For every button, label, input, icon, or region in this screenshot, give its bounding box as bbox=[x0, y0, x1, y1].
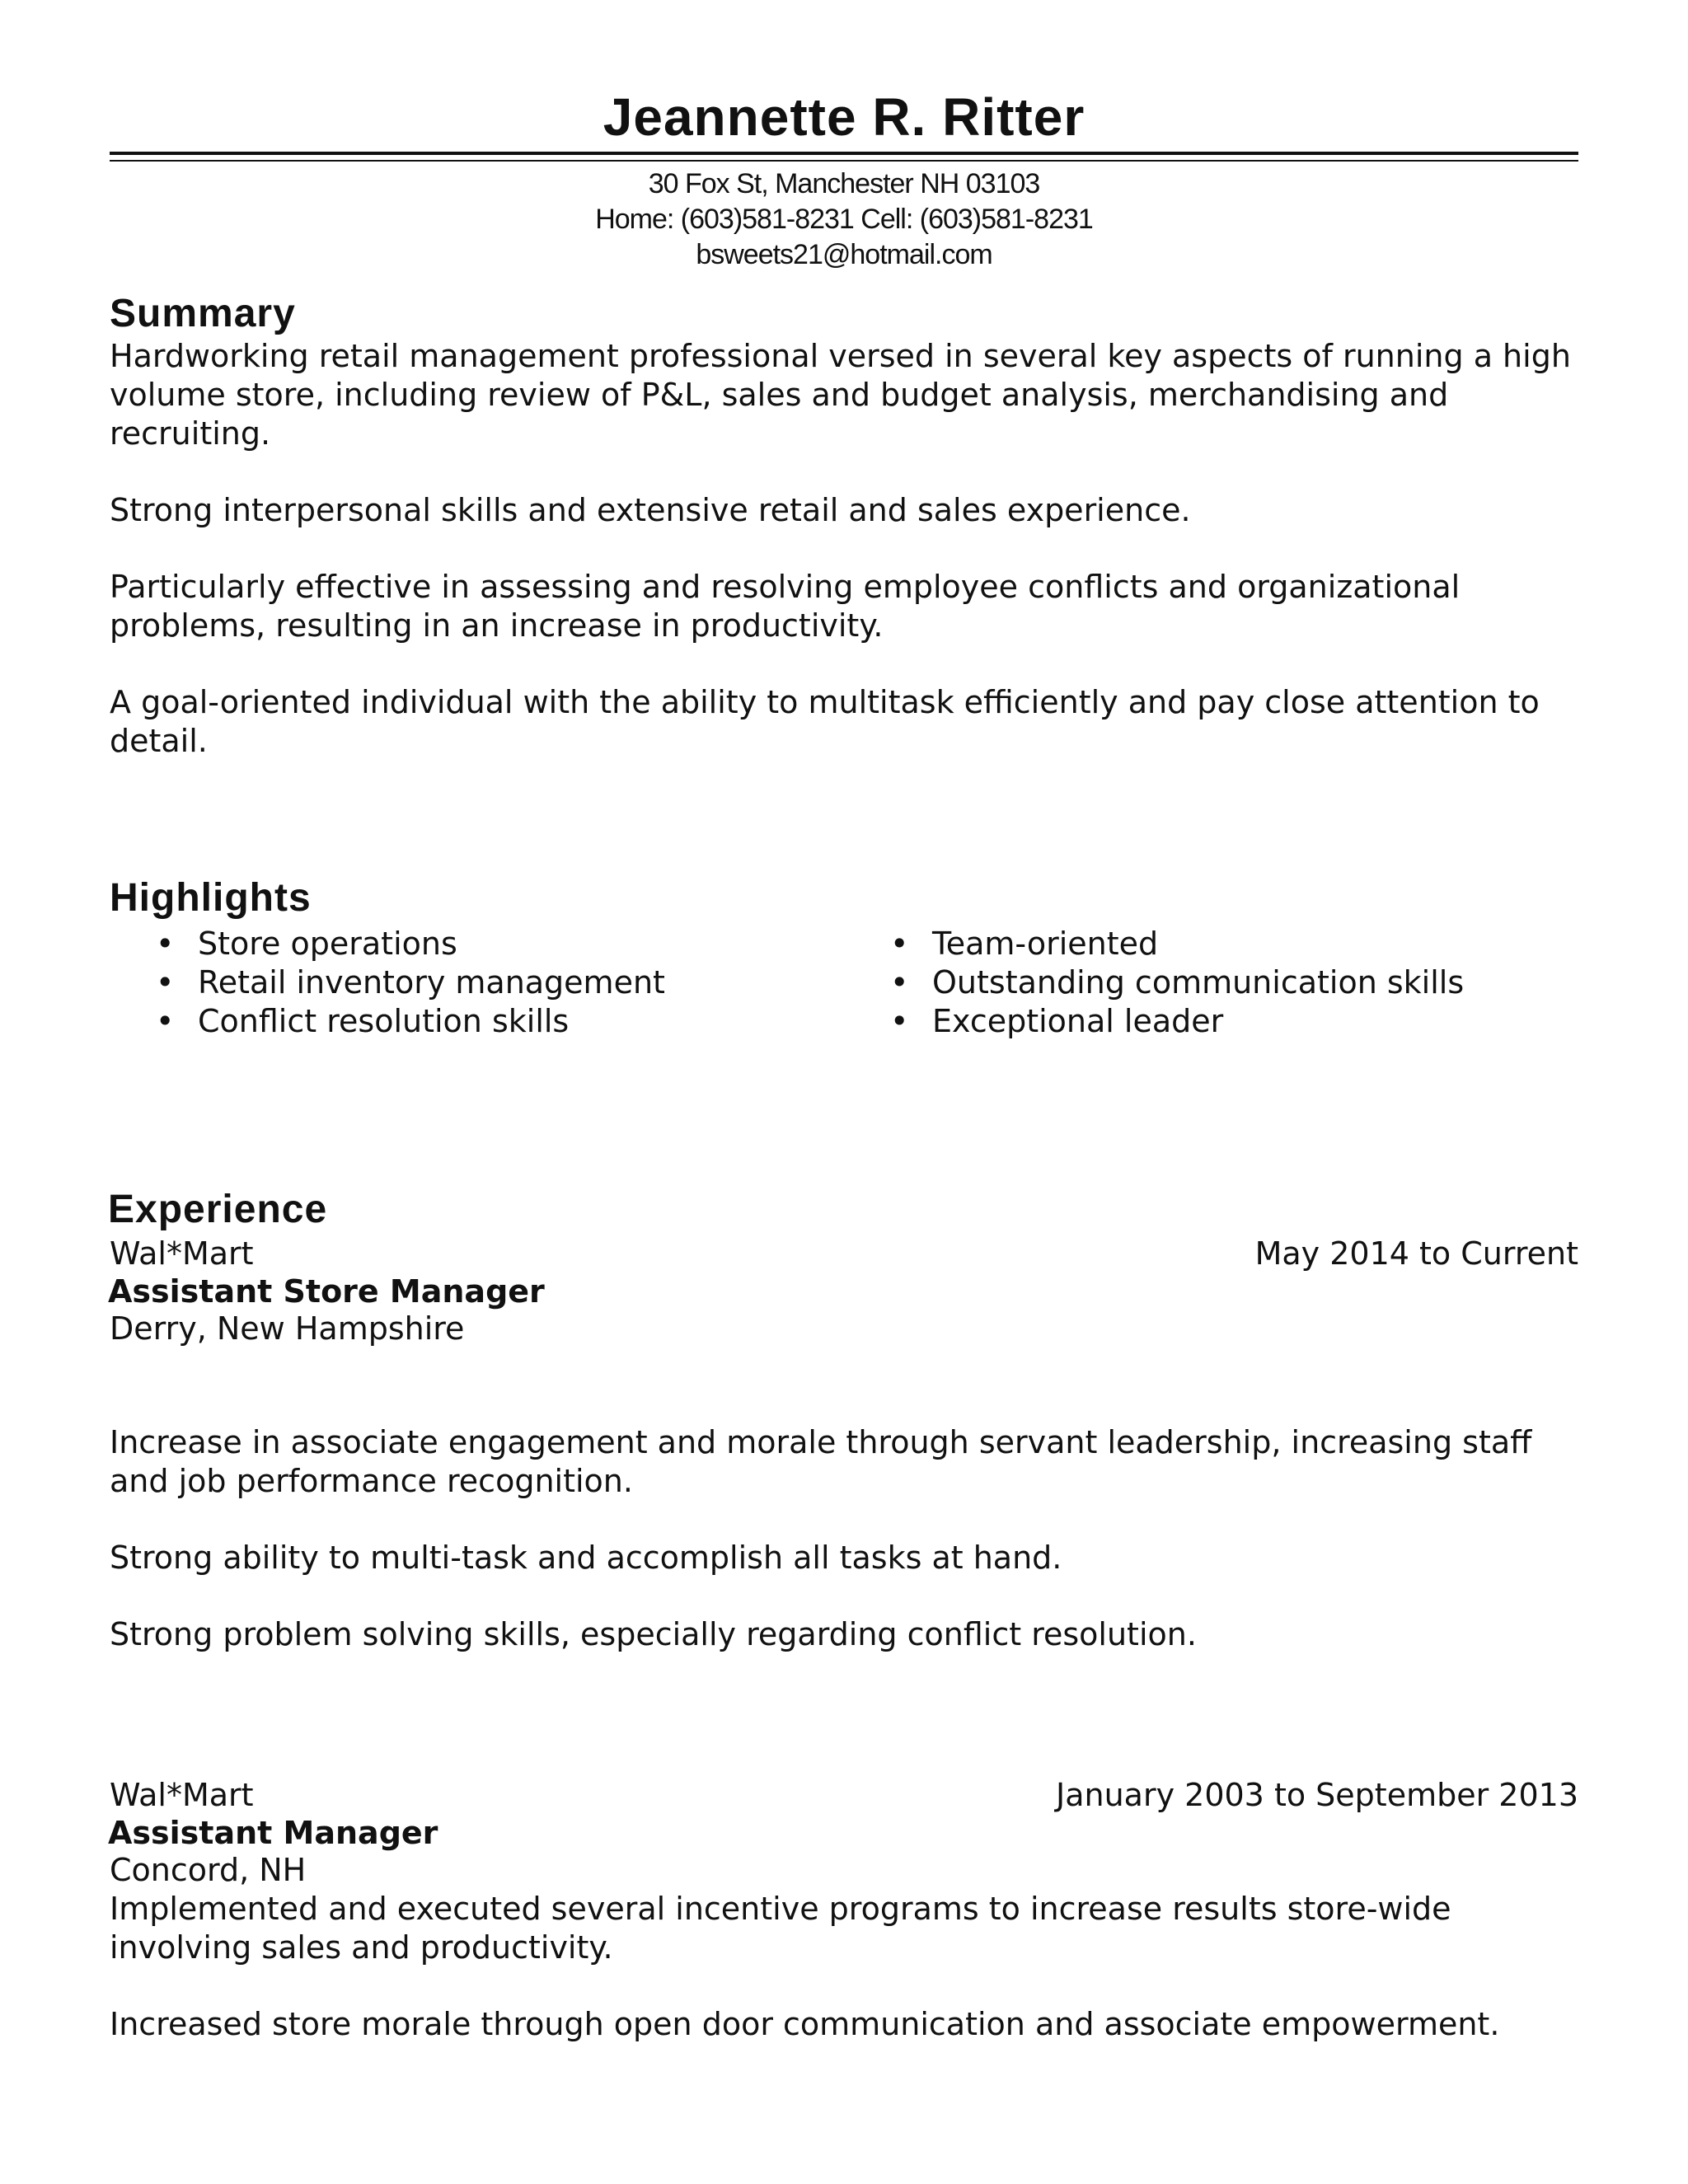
contact-phones: Home: (603)581-8231 Cell: (603)581-8231 bbox=[595, 204, 1093, 235]
job-paragraph: Strong ability to multi-task and accomplish all tasks at hand. bbox=[110, 1540, 1062, 1576]
summary-paragraph: Particularly effective in assessing and resolving employee conflicts and organizational problems, resulting in an increase in productivity. bbox=[110, 569, 1461, 644]
header-rule-thick bbox=[110, 152, 1578, 155]
job-paragraph: Increase in associate engagement and morale through servant leadership, increasing staff and job performance recognition. bbox=[110, 1424, 1532, 1499]
bullet-icon: • bbox=[890, 964, 909, 1001]
candidate-name: Jeannette R. Ritter bbox=[603, 87, 1085, 147]
bullet-icon: • bbox=[156, 1003, 175, 1039]
summary-heading: Summary bbox=[110, 292, 296, 335]
job-company: Wal*Mart bbox=[110, 1777, 254, 1813]
job-dates: May 2014 to Current bbox=[1254, 1235, 1578, 1272]
summary-paragraph: Strong interpersonal skills and extensive retail and sales experience. bbox=[110, 492, 1191, 528]
job-dates: January 2003 to September 2013 bbox=[1056, 1777, 1578, 1813]
highlight-item: • Retail inventory management bbox=[156, 964, 665, 1001]
job-paragraph: Increased store morale through open door communication and associate empowerment. bbox=[110, 2006, 1500, 2042]
highlights-heading: Highlights bbox=[110, 876, 312, 920]
experience-heading: Experience bbox=[108, 1188, 328, 1231]
job-position: Assistant Manager bbox=[108, 1815, 438, 1851]
job-paragraph: Implemented and executed several incentive programs to increase results store-wide involving sales and productivity. bbox=[110, 1891, 1451, 1966]
experience-section bbox=[110, 1185, 1578, 2044]
highlight-item: • Conflict resolution skills bbox=[156, 1003, 570, 1039]
summary-section bbox=[110, 289, 1578, 761]
contact-email: bsweets21@hotmail.com bbox=[696, 239, 992, 270]
highlights-list bbox=[110, 925, 1578, 1041]
job-location: Derry, New Hampshire bbox=[110, 1310, 465, 1347]
highlight-item: • Store operations bbox=[156, 926, 457, 962]
summary-paragraph: A goal-oriented individual with the ability to multitask efficiently and pay close attention to detail. bbox=[110, 684, 1540, 759]
bullet-icon: • bbox=[156, 964, 175, 1001]
bullet-icon: • bbox=[890, 1003, 909, 1039]
resume-page bbox=[110, 82, 1578, 2044]
job-position: Assistant Store Manager bbox=[108, 1273, 545, 1310]
summary-paragraph: Hardworking retail management professional versed in several key aspects of running a high volume store, including review of P&L, sales and budget analysis, merchandising and recruiting. bbox=[110, 338, 1571, 452]
job-paragraph: Strong problem solving skills, especially regarding conflict resolution. bbox=[110, 1616, 1197, 1652]
highlights-right-column bbox=[844, 925, 1578, 1041]
header-rule-thin bbox=[110, 160, 1578, 162]
job-location: Concord, NH bbox=[110, 1852, 307, 1888]
contact-block bbox=[110, 166, 1578, 273]
job-entry bbox=[110, 1776, 1578, 2044]
job-entry bbox=[110, 1235, 1578, 1654]
highlight-item: • Exceptional leader bbox=[890, 1003, 1224, 1039]
highlight-item: • Outstanding communication skills bbox=[890, 964, 1465, 1001]
job-header bbox=[110, 1776, 1578, 1815]
highlight-item: • Team-oriented bbox=[890, 926, 1159, 962]
job-company: Wal*Mart bbox=[110, 1235, 254, 1272]
bullet-icon: • bbox=[156, 926, 175, 962]
resume-header bbox=[110, 82, 1578, 273]
highlights-section bbox=[110, 874, 1578, 1041]
bullet-icon: • bbox=[890, 926, 909, 962]
highlights-left-column bbox=[110, 925, 844, 1041]
contact-address: 30 Fox St, Manchester NH 03103 bbox=[648, 168, 1040, 199]
job-header bbox=[110, 1235, 1578, 1273]
